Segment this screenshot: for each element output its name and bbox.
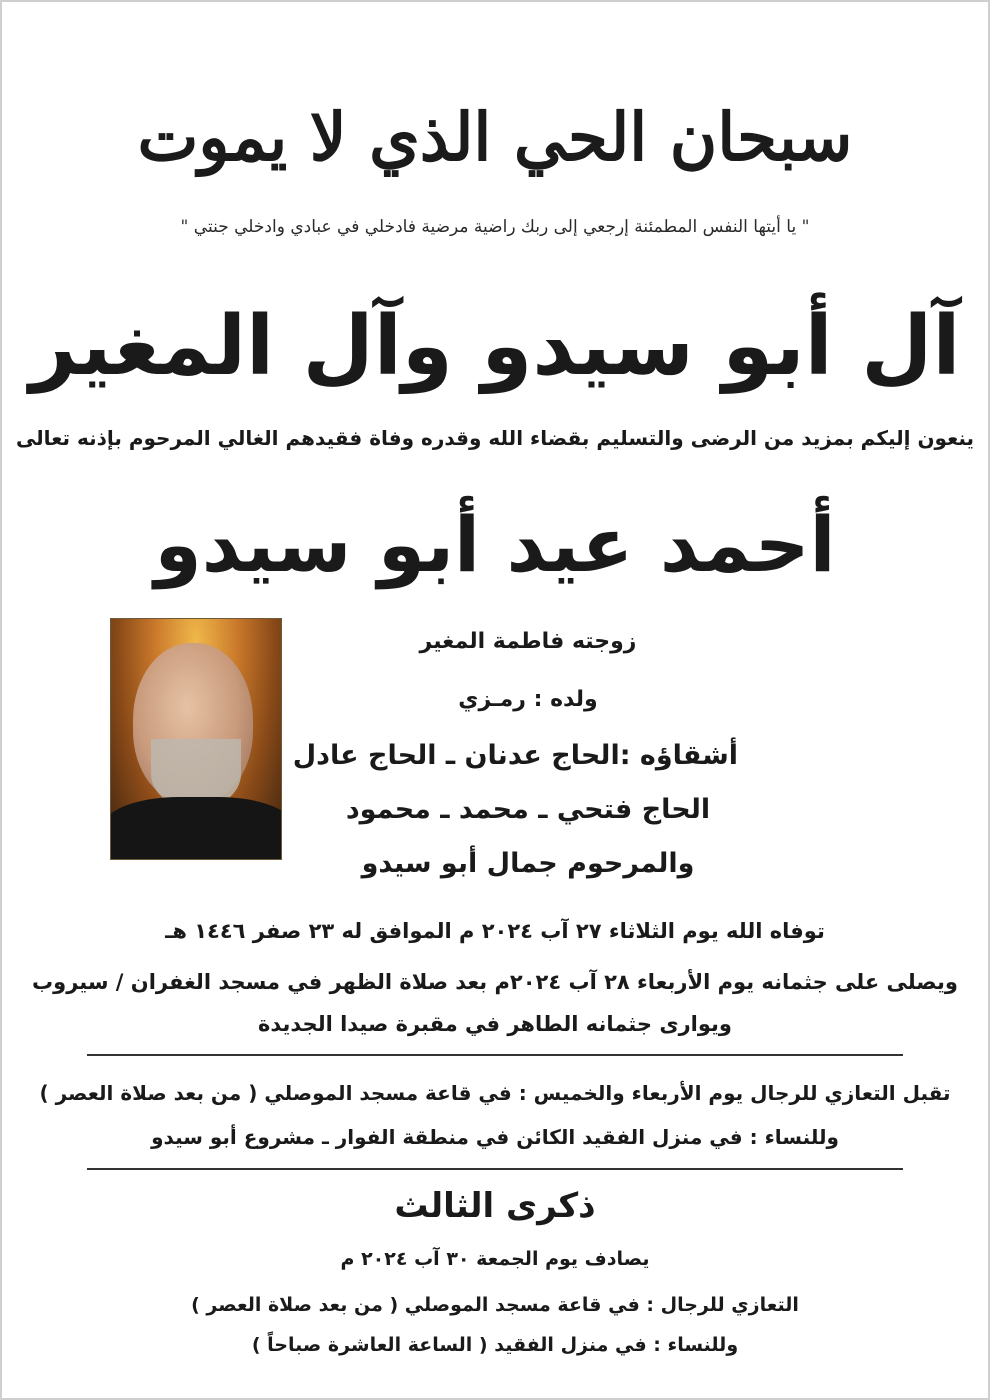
family-names-title: آل أبو سيدو وآل المغير bbox=[29, 299, 961, 394]
brothers-line-3: والمرحوم جمال أبو سيدو bbox=[361, 848, 695, 879]
death-date-line: توفاه الله يوم الثلاثاء ٢٧ آب ٢٠٢٤ م الموافق له ٢٣ صفر ١٤٤٦ هـ bbox=[165, 919, 825, 943]
burial-line: ويوارى جثمانه الطاهر في مقبرة صيدا الجديدة bbox=[258, 1012, 732, 1036]
funeral-prayer-line: ويصلى على جثمانه يوم الأربعاء ٢٨ آب ٢٠٢٤م بعد صلاة الظهر في مسجد الغفران / سيروب bbox=[32, 970, 958, 994]
divider-top bbox=[87, 1054, 903, 1056]
quran-verse: " يا أيتها النفس المطمئنة إرجعي إلى ربك راضية مرضية فادخلي في عبادي وادخلي جنتي " bbox=[180, 217, 810, 237]
calligraphy-header: سبحان الحي الذي لا يموت bbox=[137, 98, 853, 176]
portrait-shirt bbox=[110, 797, 282, 860]
condolences-men: تقبل التعازي للرجال يوم الأربعاء والخميس : في قاعة مسجد الموصلي ( من بعد صلاة العصر ) bbox=[39, 1081, 951, 1105]
son-line: ولده : رمـزي bbox=[458, 687, 598, 712]
third-day-date: يصادف يوم الجمعة ٣٠ آب ٢٠٢٤ م bbox=[340, 1248, 650, 1270]
deceased-portrait-photo bbox=[110, 618, 282, 860]
announcement-text: ينعون إليكم بمزيد من الرضى والتسليم بقضاء الله وقدره وفاة فقيدهم الغالي المرحوم بإذنه تعالى bbox=[15, 426, 975, 450]
third-day-title: ذكرى الثالث bbox=[394, 1186, 596, 1226]
third-day-men: التعازي للرجال : في قاعة مسجد الموصلي ( من بعد صلاة العصر ) bbox=[191, 1294, 799, 1316]
brothers-line-2: الحاج فتحي ـ محمد ـ محمود bbox=[345, 794, 711, 825]
third-day-women: وللنساء : في منزل الفقيد ( الساعة العاشرة صباحاً ) bbox=[251, 1334, 739, 1356]
wife-line: زوجته فاطمة المغير bbox=[419, 629, 637, 654]
brothers-line-1: أشقاؤه :الحاج عدنان ـ الحاج عادل bbox=[292, 740, 738, 771]
divider-bottom bbox=[87, 1168, 903, 1170]
deceased-name: أحمد عيد أبو سيدو bbox=[154, 500, 836, 589]
condolences-women: وللنساء : في منزل الفقيد الكائن في منطقة الفوار ـ مشروع أبو سيدو bbox=[151, 1125, 839, 1149]
